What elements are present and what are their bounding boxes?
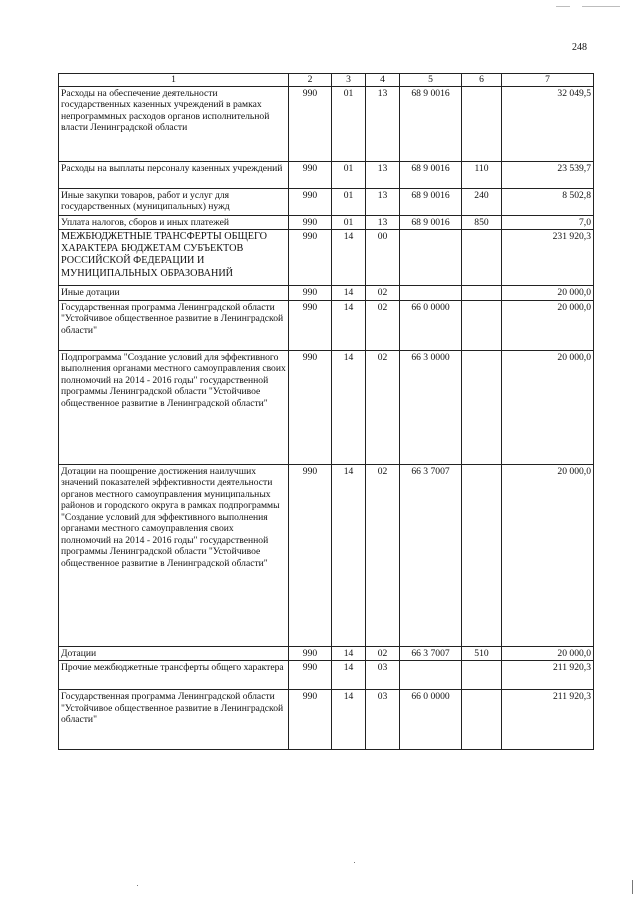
column-header: 6: [462, 74, 502, 87]
row-name: Подпрограмма "Создание условий для эффективного выполнения органами местного самоуправления своих полномочий на 2014 - 2016 годы" государственной программы Ленинградской области "Устойчивое общественное развитие в Ленинградской области": [59, 350, 289, 464]
cell-c2: 990: [289, 300, 332, 350]
row-name: Расходы на выплаты персоналу казенных учреждений: [59, 161, 289, 188]
cell-c5: 68 9 0016: [400, 188, 462, 215]
scan-speck: [632, 880, 633, 894]
cell-c2: 990: [289, 188, 332, 215]
cell-c3: 14: [332, 690, 366, 750]
cell-c4: 13: [366, 215, 400, 230]
cell-c2: 990: [289, 661, 332, 690]
cell-c4: 03: [366, 661, 400, 690]
cell-c4: 13: [366, 161, 400, 188]
cell-c4: 03: [366, 690, 400, 750]
table-row: [59, 350, 594, 464]
scan-mark: [582, 6, 620, 7]
table-row: [59, 161, 594, 188]
cell-c3: 01: [332, 215, 366, 230]
cell-c4: 13: [366, 86, 400, 161]
cell-amount: 20 000,0: [502, 286, 594, 301]
row-name: Дотации: [59, 646, 289, 661]
column-header: 2: [289, 74, 332, 87]
cell-c2: 990: [289, 215, 332, 230]
cell-c2: 990: [289, 230, 332, 286]
row-name: Государственная программа Ленинградской области "Устойчивое общественное развитие в Ленинградской области": [59, 690, 289, 750]
cell-c5: [400, 286, 462, 301]
cell-c5: 66 0 0000: [400, 690, 462, 750]
cell-amount: 20 000,0: [502, 646, 594, 661]
cell-c3: 14: [332, 350, 366, 464]
cell-c3: 14: [332, 464, 366, 646]
cell-c2: 990: [289, 690, 332, 750]
cell-c4: 02: [366, 646, 400, 661]
table-row: [59, 464, 594, 646]
row-name: Прочие межбюджетные трансферты общего характера: [59, 661, 289, 690]
cell-c5: 66 0 0000: [400, 300, 462, 350]
cell-c5: 68 9 0016: [400, 86, 462, 161]
column-header: 1: [59, 74, 289, 87]
row-name: Государственная программа Ленинградской области "Устойчивое общественное развитие в Ленинградской области": [59, 300, 289, 350]
cell-c4: 13: [366, 188, 400, 215]
cell-c5: [400, 230, 462, 286]
row-name: МЕЖБЮДЖЕТНЫЕ ТРАНСФЕРТЫ ОБЩЕГО ХАРАКТЕРА БЮДЖЕТАМ СУБЪЕКТОВ РОССИЙСКОЙ ФЕДЕРАЦИИ И МУНИЦИПАЛЬНЫХ ОБРАЗОВАНИЙ: [59, 230, 289, 286]
cell-amount: 20 000,0: [502, 300, 594, 350]
cell-c6: [462, 300, 502, 350]
cell-c6: [462, 286, 502, 301]
cell-c2: 990: [289, 350, 332, 464]
budget-table: [58, 73, 594, 750]
cell-c6: [462, 690, 502, 750]
cell-c5: 66 3 7007: [400, 464, 462, 646]
cell-amount: 20 000,0: [502, 464, 594, 646]
cell-c3: 01: [332, 86, 366, 161]
cell-c6: 240: [462, 188, 502, 215]
column-header: 5: [400, 74, 462, 87]
cell-c3: 01: [332, 188, 366, 215]
cell-c3: 14: [332, 300, 366, 350]
table-row: [59, 230, 594, 286]
header-row: [59, 74, 594, 87]
table-row: [59, 300, 594, 350]
table-row: [59, 86, 594, 161]
cell-c3: 14: [332, 230, 366, 286]
scan-speck: [354, 862, 355, 863]
cell-c6: [462, 350, 502, 464]
cell-c6: 510: [462, 646, 502, 661]
cell-c4: 02: [366, 286, 400, 301]
cell-amount: 211 920,3: [502, 661, 594, 690]
cell-c6: [462, 230, 502, 286]
cell-amount: 23 539,7: [502, 161, 594, 188]
cell-c6: [462, 86, 502, 161]
cell-c3: 14: [332, 646, 366, 661]
cell-amount: 211 920,3: [502, 690, 594, 750]
cell-c6: [462, 464, 502, 646]
scan-speck: [137, 885, 138, 886]
table-row: [59, 661, 594, 690]
cell-c3: 14: [332, 661, 366, 690]
cell-c4: 00: [366, 230, 400, 286]
cell-c4: 02: [366, 350, 400, 464]
table-row: [59, 188, 594, 215]
row-name: Уплата налогов, сборов и иных платежей: [59, 215, 289, 230]
cell-c5: 68 9 0016: [400, 161, 462, 188]
table-row: [59, 690, 594, 750]
table-row: [59, 646, 594, 661]
cell-c2: 990: [289, 464, 332, 646]
cell-c2: 990: [289, 161, 332, 188]
cell-c2: 990: [289, 286, 332, 301]
row-name: Дотации на поощрение достижения наилучших значений показателей эффективности деятельности органов местного самоуправления муниципальных районов и городского округа в рамках подпрограммы "Создание условий для эффективного выполнения органами местного самоуправления своих полномочий на 2014 - 2016 годы" государственной программы Ленинградской области "Устойчивое общественное развитие в Ленинградской области": [59, 464, 289, 646]
cell-c5: 66 3 7007: [400, 646, 462, 661]
cell-amount: 8 502,8: [502, 188, 594, 215]
cell-c2: 990: [289, 86, 332, 161]
scan-mark: [556, 6, 570, 7]
cell-c5: 68 9 0016: [400, 215, 462, 230]
cell-c2: 990: [289, 646, 332, 661]
cell-c5: 66 3 0000: [400, 350, 462, 464]
cell-amount: 20 000,0: [502, 350, 594, 464]
cell-amount: 231 920,3: [502, 230, 594, 286]
row-name: Иные дотации: [59, 286, 289, 301]
column-header: 4: [366, 74, 400, 87]
cell-amount: 7,0: [502, 215, 594, 230]
row-name: Иные закупки товаров, работ и услуг для государственных (муниципальных) нужд: [59, 188, 289, 215]
row-name: Расходы на обеспечение деятельности государственных казенных учреждений в рамках непрограммных расходов органов исполнительной власти Ленинградской области: [59, 86, 289, 161]
table-row: [59, 286, 594, 301]
cell-c3: 01: [332, 161, 366, 188]
cell-c4: 02: [366, 300, 400, 350]
table-row: [59, 215, 594, 230]
cell-amount: 32 049,5: [502, 86, 594, 161]
cell-c5: [400, 661, 462, 690]
column-header: 3: [332, 74, 366, 87]
cell-c6: 850: [462, 215, 502, 230]
cell-c6: [462, 661, 502, 690]
cell-c3: 14: [332, 286, 366, 301]
cell-c6: 110: [462, 161, 502, 188]
column-header: 7: [502, 74, 594, 87]
page-number: 248: [572, 42, 587, 53]
cell-c4: 02: [366, 464, 400, 646]
